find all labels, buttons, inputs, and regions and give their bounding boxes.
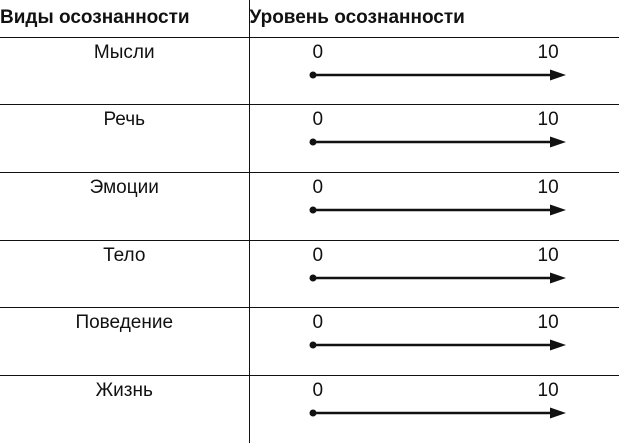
table-row [0, 173, 619, 241]
scale-cell [249, 375, 619, 443]
scale-max-label: 10 [537, 379, 559, 401]
awareness-type-cell: Мысли [0, 37, 249, 105]
scale-min-label: 0 [312, 41, 324, 63]
table-row [0, 375, 619, 443]
scale-arrow [310, 135, 566, 149]
scale-min-label: 0 [312, 177, 324, 199]
awareness-type-cell: Поведение [0, 308, 249, 376]
scale-arrow [310, 68, 566, 82]
header-row [0, 0, 619, 37]
scale-arrow [310, 271, 566, 285]
scale-arrow [310, 406, 566, 420]
scale-max-label: 10 [537, 244, 559, 266]
scale-max-label: 10 [537, 109, 559, 131]
scale-max-label: 10 [537, 312, 559, 334]
scale-cell [249, 308, 619, 376]
table-row [0, 37, 619, 105]
scale-cell [249, 173, 619, 241]
scale-min-label: 0 [312, 109, 324, 131]
scale-min-label: 0 [312, 312, 324, 334]
table-row [0, 240, 619, 308]
scale-cell [249, 240, 619, 308]
awareness-type-cell: Жизнь [0, 375, 249, 443]
scale-max-label: 10 [537, 41, 559, 63]
table-row [0, 308, 619, 376]
awareness-type-cell: Тело [0, 240, 249, 308]
scale-arrow [310, 203, 566, 217]
scale-max-label: 10 [537, 177, 559, 199]
header-awareness-level: Уровень осознанности [249, 0, 619, 37]
scale-min-label: 0 [312, 244, 324, 266]
scale-min-label: 0 [312, 379, 324, 401]
scale-cell [249, 105, 619, 173]
scale-arrow [310, 338, 566, 352]
table-row [0, 105, 619, 173]
awareness-type-cell: Эмоции [0, 173, 249, 241]
scale-cell [249, 37, 619, 105]
header-awareness-types: Виды осознанности [0, 0, 249, 37]
awareness-type-cell: Речь [0, 105, 249, 173]
